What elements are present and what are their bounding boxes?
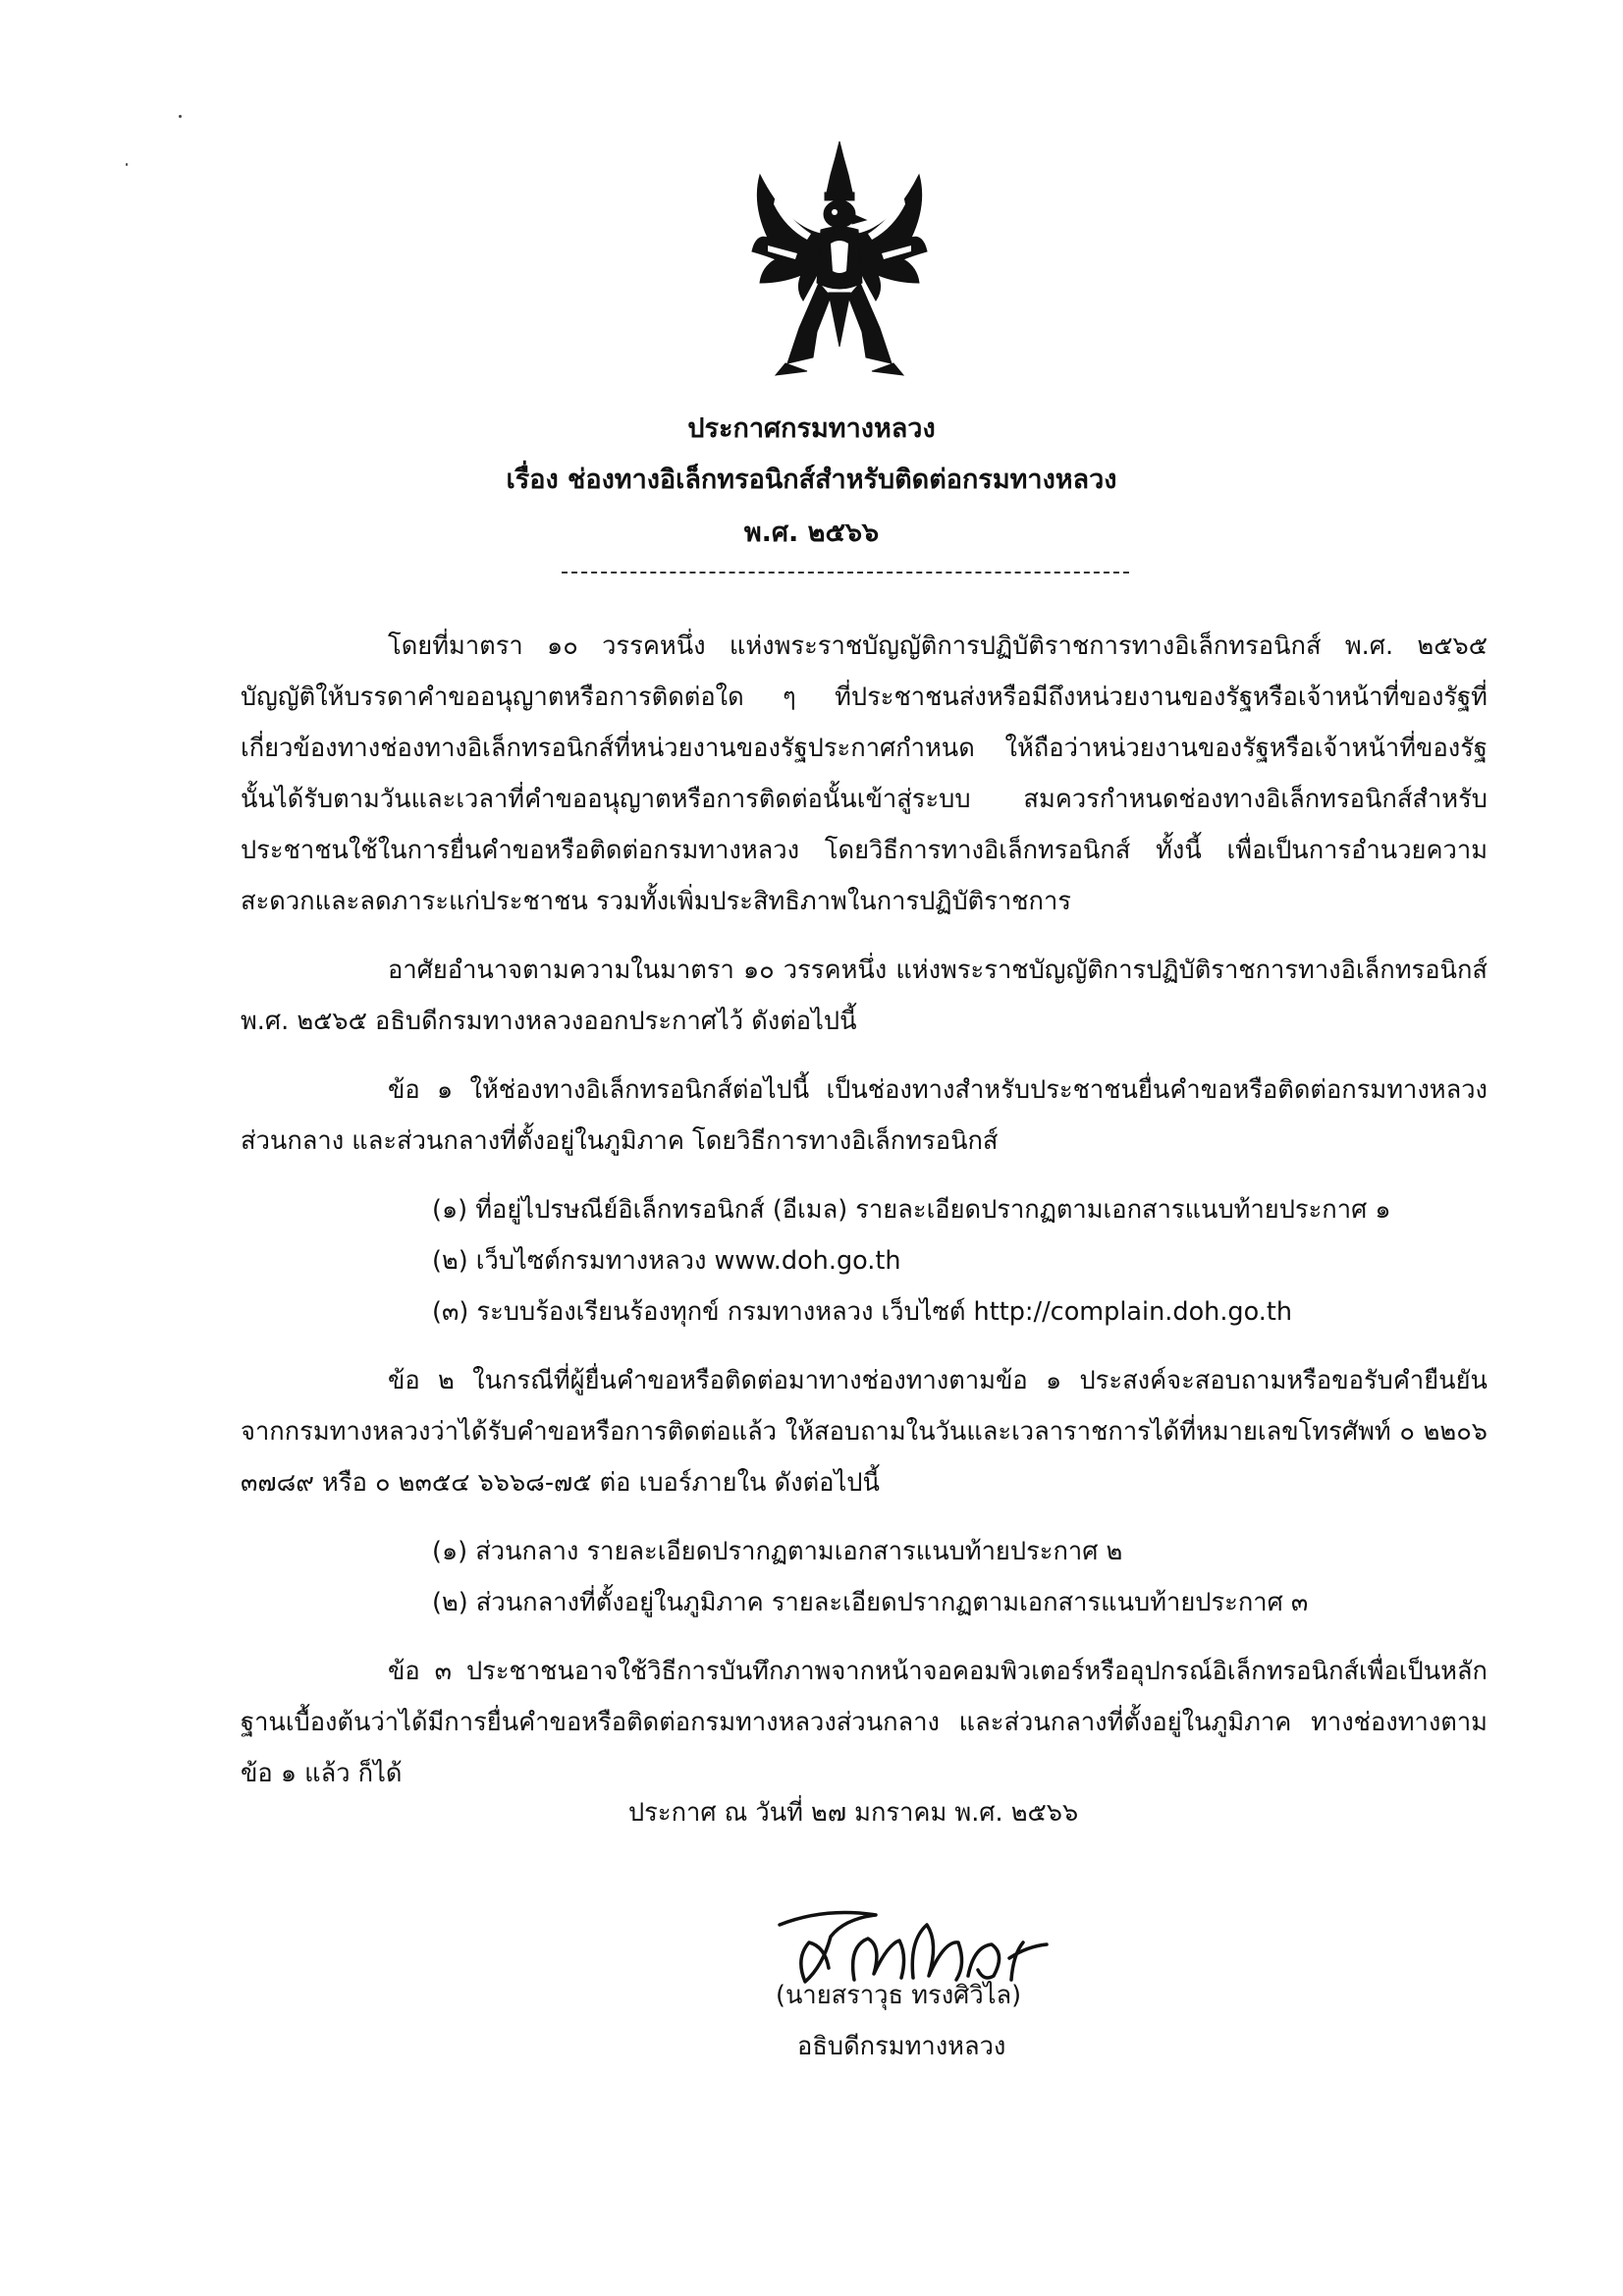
- paragraph: อาศัยอำนาจตามความในมาตรา ๑๐ วรรคหนึ่ง แห่งพระราชบัญญัติการปฏิบัติราชการทางอิเล็กทรอนิกส์ พ.ศ. ๒๕๖๕ อธิบดีกรมทางหลวงออกประกาศไว้ ดังต่อไปนี้: [241, 956, 1488, 1036]
- clause-2: ข้อ ๒ ในกรณีที่ผู้ยื่นคำขอหรือติดต่อมาทางช่องทางตามข้อ ๑ ประสงค์จะสอบถามหรือขอรับคำยืนยันจากกรมทางหลวงว่าได้รับคำขอหรือการติดต่อแล้ว ให้สอบถามในวันและเวลาราชการได้ที่หมายเลขโทรศัพท์ ๐ ๒๒๐๖ ๓๗๘๙ หรือ ๐ ๒๓๕๔ ๖๖๖๘-๗๕ ต่อ เบอร์ภายใน ดังต่อไปนี้: [241, 1366, 1488, 1498]
- announcement-date: ประกาศ ณ วันที่ ๒๗ มกราคม พ.ศ. ๒๕๖๖: [628, 1798, 1079, 1828]
- document-title: ประกาศกรมทางหลวง: [687, 413, 936, 444]
- garuda-emblem-icon: [746, 136, 933, 381]
- signer-position: อธิบดีกรมทางหลวง: [797, 2032, 1006, 2061]
- clause-2-item: (๑) ส่วนกลาง รายละเอียดปรากฏตามเอกสารแนบท้ายประกาศ ๒: [432, 1537, 1123, 1566]
- signer-name: (นายสราวุธ ทรงศิวิไล): [776, 1981, 1022, 2010]
- scan-speck: [126, 163, 128, 166]
- document-body: [241, 621, 1488, 1817]
- paragraph: โดยที่มาตรา ๑๐ วรรคหนึ่ง แห่งพระราชบัญญัติการปฏิบัติราชการทางอิเล็กทรอนิกส์ พ.ศ. ๒๕๖๕ บัญญัติให้บรรดาคำขออนุญาตหรือการติดต่อใด ๆ ที่ประชาชนส่งหรือมีถึงหน่วยงานของรัฐหรือเจ้าหน้าที่ของรัฐที่เกี่ยวข้องทางช่องทางอิเล็กทรอนิกส์ที่หน่วยงานของรัฐประกาศกำหนด ให้ถือว่าหน่วยงานของรัฐหรือเจ้าหน้าที่ของรัฐนั้นได้รับตามวันและเวลาที่คำขออนุญาตหรือการติดต่อนั้นเข้าสู่ระบบ สมควรกำหนดช่องทางอิเล็กทรอนิกส์สำหรับประชาชนใช้ในการยื่นคำขอหรือติดต่อกรมทางหลวง โดยวิธีการทางอิเล็กทรอนิกส์ ทั้งนี้ เพื่อเป็นการอำนวยความสะดวกและลดภาระแก่ประชาชน รวมทั้งเพิ่มประสิทธิภาพในการปฏิบัติราชการ: [241, 631, 1488, 916]
- clause-2-item: (๒) ส่วนกลางที่ตั้งอยู่ในภูมิภาค รายละเอียดปรากฏตามเอกสารแนบท้ายประกาศ ๓: [432, 1588, 1309, 1617]
- document-subject: เรื่อง ช่องทางอิเล็กทรอนิกส์สำหรับติดต่อกรมทางหลวง: [506, 465, 1117, 495]
- clause-1-item: (๑) ที่อยู่ไปรษณีย์อิเล็กทรอนิกส์ (อีเมล) รายละเอียดปรากฏตามเอกสารแนบท้ายประกาศ ๑: [432, 1195, 1391, 1225]
- clause-1-item: (๒) เว็บไซต์กรมทางหลวง www.doh.go.th: [432, 1246, 901, 1276]
- clause-1: ข้อ ๑ ให้ช่องทางอิเล็กทรอนิกส์ต่อไปนี้ เป็นช่องทางสำหรับประชาชนยื่นคำขอหรือติดต่อกรมทางหลวงส่วนกลาง และส่วนกลางที่ตั้งอยู่ในภูมิภาค โดยวิธีการทางอิเล็กทรอนิกส์: [241, 1075, 1488, 1156]
- clause-1-item: (๓) ระบบร้องเรียนร้องทุกข์ กรมทางหลวง เว็บไซต์ http://complain.doh.go.th: [432, 1297, 1293, 1327]
- document-year: พ.ศ. ๒๕๖๖: [743, 518, 880, 548]
- title-divider: [562, 572, 1129, 574]
- clause-3: ข้อ ๓ ประชาชนอาจใช้วิธีการบันทึกภาพจากหน้าจอคอมพิวเตอร์หรืออุปกรณ์อิเล็กทรอนิกส์เพื่อเป็นหลักฐานเบื้องต้นว่าได้มีการยื่นคำขอหรือติดต่อกรมทางหลวงส่วนกลาง และส่วนกลางที่ตั้งอยู่ในภูมิภาค ทางช่องทางตามข้อ ๑ แล้ว ก็ได้: [241, 1657, 1488, 1788]
- scan-speck: [179, 115, 182, 118]
